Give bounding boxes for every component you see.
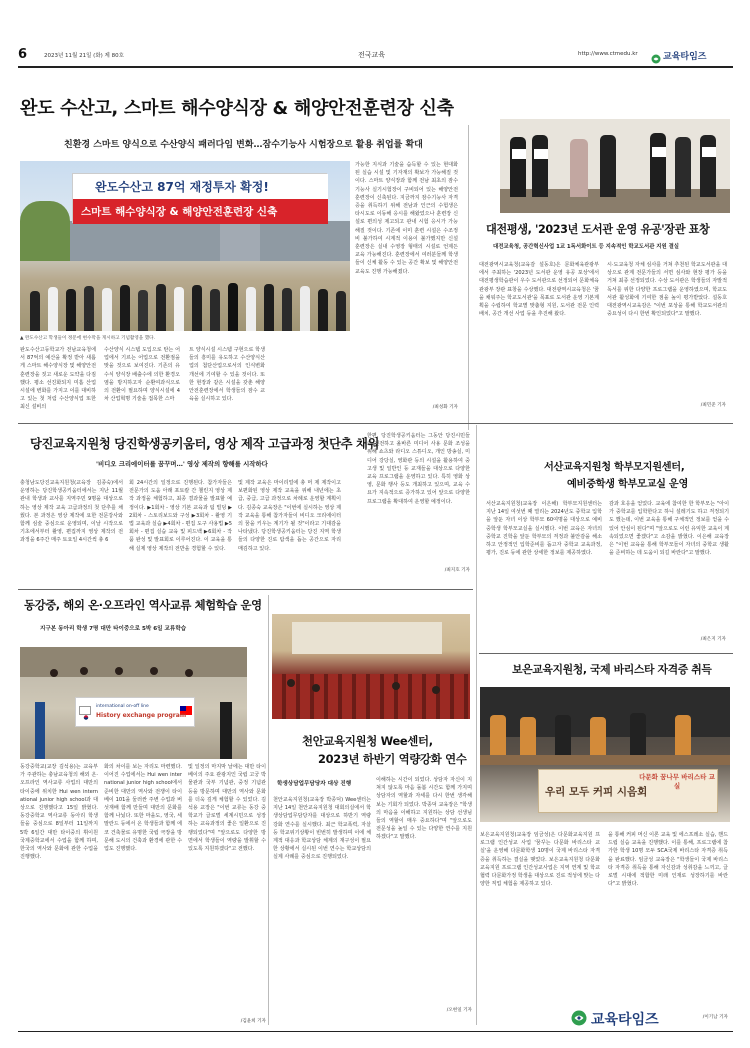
divider-v2 — [476, 425, 477, 680]
divider-v4 — [476, 680, 477, 1025]
seosan-byline: /최은지 기자 — [700, 637, 726, 642]
article1-caption: ▲ 완도수산고 학생들이 정문에 현수막을 게시하고 기념촬영을 했다. — [20, 336, 156, 341]
article1-headline: 완도 수산고, 스마트 해수양식장 & 해양안전훈련장 신축 — [20, 98, 454, 119]
wee-col2: 이해하는 시간이 되었다. 상담자 자신이 지쳐지 않도록 마음 돌봄 시간도 함께 가지며 상담자의 역할과 자세를 다시 한번 생각해 보는 기회가 되었다. 박종덕 교육장은 "학생의 마음을 이해하고 지원하는 상담 선생님들의 역할이 매우 중요하다"며 "앞으로도 전문성을 높일 수 있는 다양한 연수를 지원하겠다"고 말했다. — [376, 777, 472, 841]
library-headline: 대전평생, '2023년 도서관 운영 유공'장관 표창 — [486, 223, 710, 236]
seosan-headline2: 예비중학생 학부모교실 운영 — [567, 479, 688, 490]
site-url[interactable]: http://www.ctmedu.kr — [578, 51, 638, 57]
footer-logo-icon — [571, 1010, 587, 1026]
sign-text-sub: 다문화 꿈나무 바리스타 교실 — [639, 773, 715, 790]
photo-banner-sub: international on-off line — [96, 704, 149, 709]
seosan-col2: 감과 호응을 얻었다. 교육에 참여한 한 학부모는 "아이가 중학교를 입학한다고 하니 설레기도 하고 걱정되기도 했는데, 이번 교육을 통해 구체적인 정보를 얻을 수 있어 안심이 된다"며 "앞으로도 이런 유익한 교육이 계속되었으면 좋겠다"고 소감을 밝혔다. 이은해 교육장은 "이번 교육을 통해 학부모들이 자녀의 중학교 생활을 준비하는 데 도움이 되길 바란다"고 말했다. — [609, 501, 729, 557]
library-award-photo — [500, 119, 730, 213]
divider-h2 — [18, 589, 473, 590]
dongtaehae-col3: 및 일정의 마지막 날에는 대만 타이베이의 주요 관광지인 국립 고궁 박물관과 국부 기념관, 중정 기념관 등을 방문하며 대만의 역사와 문화를 더욱 깊게 체험할 수 있었다. 김석용 교장은 "이번 교류는 동강 중학교가 글로벌 세계시민으로 성장하는 교육과정의 좋은 일환으로 진행되었다"며 "앞으로도 다양한 방면에서 학생들이 역량을 발휘할 수 있도록 지원하겠다"고 전했다. — [188, 764, 266, 853]
photo-banner-title: History exchange program — [96, 712, 187, 719]
boeun-col2: 을 통해 커피 머신 이론 교육 및 에스프레소 실습, 핸드드립 실습 교육을 진행했다. 이를 통해, 프로그램에 참가한 학생 10명 모두 SCA국제 바리스타 자격증 취득을 완료했다. 임금성 교육장은 "학생들이 국제 바리스타 자격증 취득을 통해 자신감과 성취감을 느끼고, 글로벌 시대에 적합한 미래 인재로 성장하기를 바란다"고 밝혔다. — [608, 832, 728, 888]
wee-headline2: 2023년 하반기 역량강화 연수 — [318, 752, 467, 766]
banner — [72, 173, 327, 223]
date-issue: 2023년 11월 21일 (화) 제 80호 — [44, 53, 124, 59]
sign-text-main: 우리 모두 커피 시음회 — [545, 786, 648, 798]
boeun-headline: 보은교육지원청, 국제 바리스타 자격증 취득 — [512, 663, 712, 676]
brand-logo-icon — [651, 49, 661, 59]
photo-banner — [75, 697, 195, 727]
dangjin-byline: /최지호 기자 — [444, 568, 470, 573]
article1-photo — [20, 161, 350, 331]
footer-rule — [18, 1031, 733, 1032]
dangjin-col4: 한편, 당진학생공키움터는 그동안 당진시민들의 건전하고 올바른 미디어 사용 문화 조성을 위해 쇼츠와 라디오 스튜디오, 개인 방송실, 미디어 강당실, 영화관 등의 시설을 활용하여 중고생 및 일반인 등 교재들을 대상으로 다양한 교육 프로그램을 운영하고 있다. 특히 영화 상영, 문화 행사 등도 개최하고 있으며, 교육 수요가 지속적으로 증가하고 있어 앞으로 다양한 프로그램을 확대하여 운영할 예정이다. — [367, 433, 470, 505]
divider-v1 — [468, 125, 469, 430]
divider-h3 — [479, 653, 733, 654]
korea-flag-icon — [79, 706, 91, 715]
header-rule — [18, 66, 733, 68]
article1-subhead: 친환경 스마트 양식으로 수산양식 패러다임 변화…잠수기능사 시험장으로 활용 취업률 확대 — [64, 140, 423, 150]
article1-byline: /최성화 기자 — [432, 405, 458, 410]
library-col2: 시·도교육청 자체 심사를 거쳐 추천된 학교도서관을 대상으로 관계 전문가들의 서면 심사와 현장 평가 등을 거쳐 최종 선정되었다. 수상 도서관은 학생들의 자발적 독서를 위한 다양한 프로그램을 운영하였으며, 학교도서관 활성화에 기여한 점을 높이 평가받았다. 설동호 대전광역시교육감은 "이번 포상을 통해 학교도서관의 중요성이 다시 한번 확인되었다"고 말했다. — [607, 262, 727, 318]
article1-col1: 완도수산고등학교가 전남교육청에서 87억의 예산을 확정 받아 새롭게 스마트 해수양식장 및 해양안전훈련장을 짓고 새로운 도약을 다짐했다. 평소 선진화되지 미흡 산업 시설에 변화를 가지고 이를 대비하고 있는 첫 처럼 수산양식업 또한 최신 설비의 — [20, 347, 96, 411]
divider-v3 — [268, 595, 269, 1025]
divider-h1 — [18, 423, 733, 424]
article1-col2: 수산양식 시스템 도입으로 탄는 어업에서 기르는 어업으로 전환점을 맞을 것으로 보여진다. 기존의 유수식 양식장 배출수에 의한 환경오염을 방지하고자 순환여과식으로의 전환이 필요하며 양식시설에 4차 산업혁명 기술을 접목한 스마 — [104, 347, 180, 403]
library-subhead: 대전교육청, 공간혁신사업 1교 1독서화이트 등 지속적인 학교도서관 지원 결실 — [493, 244, 679, 250]
section-label: 전국교육 — [358, 51, 386, 59]
dangjin-headline: 당진교육지원청 당진학생공키움터, 영상 제작 고급과정 첫단추 채워 — [30, 437, 379, 451]
boeun-byline: /이기남 기자 — [702, 1015, 728, 1020]
footer-brand-name: 교육타임즈 — [591, 1012, 659, 1028]
article1-col3: 트 양식시설 시스템 구현으로 학생들의 흥미를 유도하고 수산양식산업의 첨단산업으로서의 인식변화 개선에 기여할 수 있을 것이다. 또한 현장과 같은 시설을 갖춘 해양안전훈련장에서 학생들의 잠수 교육을 실시하고 있다. — [189, 347, 265, 403]
banner-line2: 스마트 해수양식장 & 해양안전훈련장 신축 — [81, 206, 278, 218]
wee-photo — [272, 614, 470, 719]
dongtaehae-photo — [20, 647, 247, 759]
banner-line1: 완도수산고 87억 재정투자 확정! — [95, 180, 269, 194]
wee-headline: 천안교육지원청 Wee센터, — [302, 734, 433, 748]
page-header — [18, 40, 733, 66]
footer-brand — [571, 1008, 701, 1030]
boeun-col1: 보은교육지원청(교육장 임금성)은 다문화교육지원 프로그램 인간성교 사업 '꿈꾸는 다문화 바리스타 교실'을 운영해 다문화학생 10명이 국제 바리스타 자격증을 취득하는 결실을 맺었다. 보은교육지원청 다문화교육지원 프로그램 인간성교사업은 지역 연계 및 학교 협력 다문화가정 학생을 대상으로 진로 적성에 맞는 다양한 직업 체험을 제공하고 있다. — [480, 832, 600, 888]
boeun-photo — [480, 687, 730, 822]
wee-byline: /오현일 기자 — [446, 1008, 472, 1013]
dangjin-col3: 및 제작 교육은 마이리얼에 총 머 제 제작이고 보편화된 영상 제작 교육을 위해 내년에는 초급, 중급, 고급 과정으로 차례로 운영할 계획이다. 김종숙 교육장은 "이번에 실시하는 영상 제작 교육을 통해 참가자들이 비디오 크리에이터의 꿈을 키우는 계기가 될 것"이라고 기대감을 나타냈다. 당진학생공키움터는 당진 지역 학생들의 다양한 진로 탐색을 돕는 공간으로 자리매김하고 있다. — [238, 480, 341, 552]
article1-col4: 가능한 지식과 기술을 습득할 수 있는 현대화된 실습 시설 및 기자재의 확보가 가능해질 것이다. 스마트 양식장과 함께 전남 최초의 잠수기능사 실기시험장이 구비되어 있는 해양안전훈련장이 신축된다. 지금까지 잠수기능사 자격증을 취득하기 위해 전남과 인근의 수험생은 타시도로 이동해 응시를 해왔었으나 훈련장 신설로 편의성 제고되고 관내 시험 응시가 가능해질 것이다. 기존에 이미 훈련 시설은 수조정비 불가하여 시계적 이용이 불가했지만 신설 훈련장은 실내 수영장 형태의 시설로 언제든 교육 가능해진다. 훈련장에서 여러분들께 학생들이 신체 활동 수 있는 공간 확보 및 해양안전 교육도 진행 가능해졌다. — [355, 162, 458, 275]
library-byline: /최민준 기자 — [700, 403, 726, 408]
dongtaehae-col1: 동강중학교(교장 김석용)는 교육부가 주관하는 충남교육청의 해외 온·오프라인 역사교류 사업의 대만의 타이중에 위치한 Hui wen international junior high school과 대상으로 진행했다고 15일 밝혔다. 동강중학교 역사교류 동아리 학생들을 중심으로 8일부터 11일까지 5박 6일간 대만 타이중의 휘이원 국제중학교에서 수업을 함께 하며, 한국의 역사와 문화에 관한 수업을 진행했다. — [20, 764, 98, 861]
dongtaehae-headline: 동강중, 해외 온·오프라인 역사교류 체험학습 운영 — [24, 598, 262, 612]
dongtaehae-byline: /김윤희 기자 — [240, 1019, 266, 1024]
dangjin-col2: 회 24시간의 일정으로 진행된다. 참가자들은 전문가의 도움 아래 포토칼 간 챌린지 영상 제작 과정을 체험하고, 최종 결과물을 발표할 예정이다. ▶1회차 - 영상 기본 교육과 팀 빌딩 ▶2회차 - 스토리보드와 구성 ▶3회차 - 촬영 기법 교육과 실습 ▶4회차 - 편집 도구 사용법 ▶5회차 - 편집 실습 교육 및 피드백 ▶6회차 - 작품 완성 및 발표회로 이루어진다. 이 교육을 통해 실제 영상 제작의 전반을 경험할 수 있다. — [129, 480, 232, 552]
dangjin-col1: 충청남도당진교육지원청(교육장 김종숙)에서 운영하는 당진학생공키움터에서는 지난 11월 관내 학생과 교사를 지역주민 9명을 대상으로 하는 영상 제작 교육 고급과정의 첫 단추를 채웠다. 본 과정은 영상 제작에 요한 전문강사와 함께 심술 중심으로 운영되며, 이날 시작으로 기초에서부터 촬영, 편집까지 영상 제작의 전 과정을 6주간 매주 토요일 4시간씩 총 6 — [20, 480, 123, 544]
dongtaehae-subhead: 지구본 동아리 학생 7명 대만 타이중으로 5박 6일 교류학습 — [40, 626, 187, 632]
dongtaehae-col2: 화의 차이를 보는 자리도 마련했다. 이어진 수업에서는 Hui wen international junior high school에서 준비한 대만의 역사와 전쟁이 타이베이 101을 둘러싼 주변 수업과 버섯재배 함께 만들며 대만의 문화를 함께 나눴다. 또한 마을도, 영국, 세말란드 등에서 온 학생들과 함께 에코 건축물로 유명한 국립 극장을 방문해 도시의 건축과 환경에 관한 수업도 진행했다. — [104, 764, 182, 853]
coffee-sign — [538, 769, 718, 813]
library-col1: 대전광역시교육청(교육감 설동호)은 문화체육관광부에서 주최하는 '2023년 도서관 운영 유공 포상'에서 대전평생학습관이 우수 도서관으로 선정되어 문화체육관광부 장관 표창을 수상했다. 대전광역시교육청은 '꿈을 채워주는 학교도서관'을 목표로 도서관 운영 기본계획을 수립하여 학교별 맞춤형 지원, 도서관 전문 인력 배치, 공간 개선 사업 등을 추진해 왔다. — [479, 262, 599, 318]
dangjin-subhead: '비디오 크리에이터를 꿈꾸며…' 영상 제작의 향해를 시작하다 — [96, 460, 268, 468]
brand-name: 교육타임즈 — [663, 52, 707, 62]
seosan-col1: 서산교육지원청(교육장 이은해) 학부모지원센터는 지난 14일 여섯번 째 열리는 2024년도 중학교 입학을 앞둔 자녀 이상 학부모 60여명을 대상으로 예비중학생 학부모교실을 실시했다. 이번 교육은 자녀의 중학교 진학을 앞둔 학부모의 걱정과 불안감을 해소하고 안정적인 입학준비를 돕고자 중학교 교육과정, 평가, 진로 등에 관한 상세한 정보를 제공하였다. — [486, 501, 602, 557]
page-number: 6 — [18, 47, 28, 62]
seosan-headline: 서산교육지원청 학부모지원센터, — [544, 462, 685, 473]
wee-subhead: 학생상담업무담당자 대상 진행 — [277, 781, 352, 787]
wee-col1: 천안교육지원청(교육장 박종덕) Wee센터는 지난 14일 천안교육지원청 대회의실에서 학생상담업무담당자를 대상으로 하반기 역량강화 연수를 실시했다. 최근 학교폭력, 자살 등 학교위기상황이 빈번히 발생하며 이에 체계적 대응과 학교상담 체계의 재구성이 필요한 상황에서 실시된 이번 연수는 학교상담의 실제 사례를 중심으로 진행되었다. — [273, 797, 371, 861]
